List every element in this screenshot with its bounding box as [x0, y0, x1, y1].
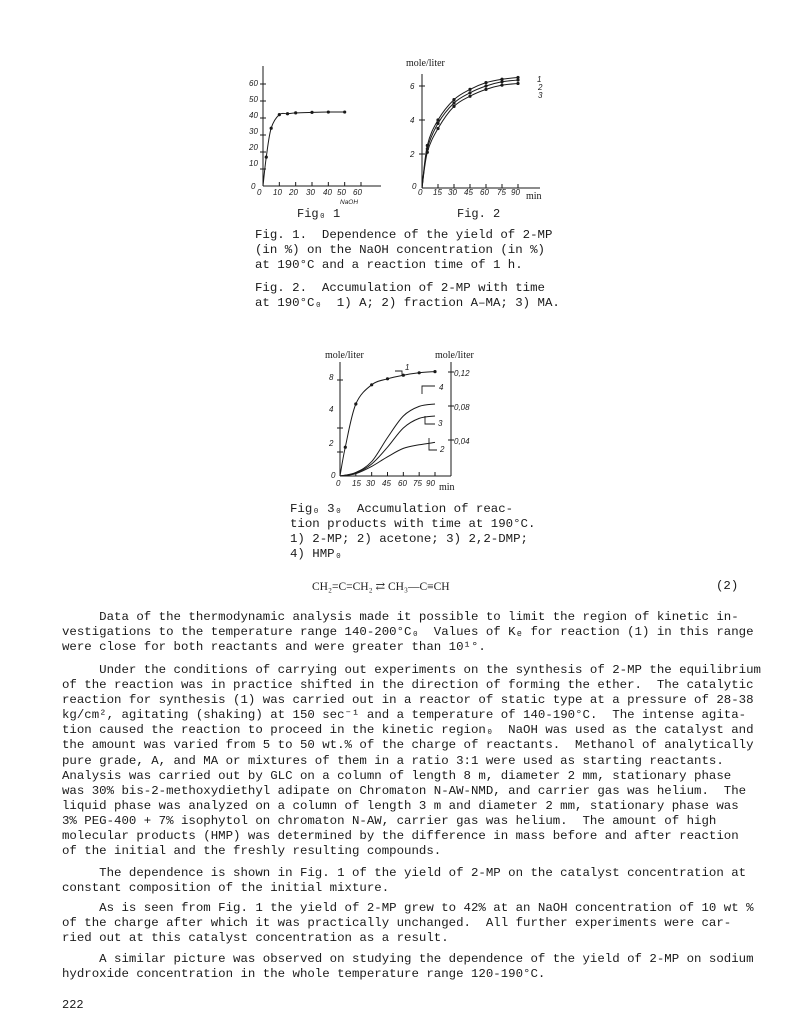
figure-3-x-ticks [336, 479, 455, 493]
x-tick-label: 60 [480, 188, 489, 197]
y-axis-unit-left: mole/liter [325, 350, 364, 361]
figure-3-y-ticks-left [328, 373, 336, 480]
data-point [500, 84, 503, 87]
data-point [452, 98, 455, 101]
x-tick-label: 60 [398, 479, 407, 488]
figure-2-axes [419, 74, 540, 188]
data-point [452, 105, 455, 108]
paragraph-thermodynamic [62, 610, 754, 655]
x-tick-label: 10 [273, 188, 282, 197]
y-tick-label: 2 [329, 439, 334, 448]
series-line-3 [340, 416, 435, 476]
label-leader-4 [422, 386, 435, 394]
series-line-3 [422, 83, 518, 188]
text-line: Data of the thermodynamic analysis made it possible to limit the region of kinetic in- [62, 610, 739, 624]
figure-3-plot [340, 370, 437, 476]
x-tick-label: 45 [382, 479, 391, 488]
y-tick-label-right: 0,04 [454, 437, 470, 446]
y-tick-label: 4 [410, 116, 415, 125]
paragraph-fig1-result [62, 901, 754, 946]
x-tick-label: 0 [257, 188, 262, 197]
y-tick-label: 50 [249, 95, 258, 104]
data-point [436, 127, 439, 130]
text-line: hydroxide concentration in the whole temperature range 120-190°C. [62, 967, 546, 982]
data-point [426, 151, 429, 154]
equation-2: CH₂=C=CH₂ ⇄ CH₃—C≡CH [312, 581, 450, 593]
label-leader-2 [429, 438, 437, 450]
x-tick-label: 90 [426, 479, 435, 488]
y-tick-label-right: 0,12 [454, 369, 470, 378]
data-point [327, 110, 330, 113]
caption-line: 1) 2-MP; 2) acetone; 3) 2,2-DMP; [290, 532, 528, 546]
figure-2-label: Fig. 2 [457, 207, 501, 221]
x-tick-label: 0 [418, 188, 423, 197]
text-line: kg/cm², agitating (shaking) at 150 sec⁻¹ and a temperature of 140-190°C. The intense agita- [62, 708, 747, 723]
y-tick-label: 40 [249, 111, 258, 120]
figure-2-plot [422, 76, 520, 188]
text-line: reaction for synthesis (1) was carried out in a reactor of static type at a pressure of 28-38 [62, 693, 754, 708]
text-line: Analysis was carried out by GLC on a column of length 8 m, diameter 2 mm, stationary phase [62, 768, 732, 783]
figure-3-caption [290, 502, 535, 562]
data-point [294, 111, 297, 114]
figure-2-curve-labels [537, 75, 543, 100]
data-point [516, 78, 519, 81]
x-tick-label: 45 [464, 188, 473, 197]
paragraph-experimental-conditions [62, 663, 761, 859]
text-line: of the charge after which it was practically unchanged. All further experiments were car- [62, 916, 732, 931]
series-line-1 [340, 372, 435, 476]
series-line-4 [340, 404, 435, 476]
data-point [484, 81, 487, 84]
equation-number: (2) [716, 579, 739, 593]
text-line: tion caused the reaction to proceed in the kinetic region₀ NaOH was used as the catalyst and [62, 723, 754, 738]
x-tick-label: 75 [413, 479, 422, 488]
data-point [310, 111, 313, 114]
x-axis-unit: min [526, 191, 542, 202]
y-tick-label: 8 [329, 373, 334, 382]
figure-3-y-ticks-right [454, 369, 470, 446]
data-point [278, 113, 281, 116]
y-tick-label: 6 [410, 82, 415, 91]
figure-1-2-caption [255, 228, 560, 311]
y-zero-label: 0 [331, 471, 336, 480]
text-line: of the initial and the freshly resulting compounds. [62, 844, 442, 859]
curve-label: 2 [538, 83, 543, 92]
data-point [468, 95, 471, 98]
text-line: were close for both reactants and were greater than 10¹°. [62, 640, 486, 655]
data-point [286, 112, 289, 115]
text-line: 3% PEG-400 + 7% isophytol on chromaton N-AW, carrier gas was helium. The amount of high [62, 813, 717, 828]
figure-1-y-ticks [248, 79, 258, 191]
figure-2-y-ticks [409, 82, 417, 191]
text-line: vestigations to the temperature range 140-200°C₀ Values of Kₑ for reaction (1) in this range [62, 625, 754, 640]
paragraph-similar-picture [62, 952, 754, 982]
text-line: the amount was varied from 5 to 50 wt.% of the charge of reactants. Methanol of analytically [62, 738, 754, 753]
text-line: pure grade, A, and MA or mixtures of them in a ratio 3:1 were used as starting reactants. [62, 753, 724, 768]
x-tick-label: 50 [337, 188, 346, 197]
figure-1-chart [245, 60, 405, 210]
y-zero-label: 0 [251, 182, 256, 191]
data-point [468, 88, 471, 91]
data-point [484, 84, 487, 87]
x-tick-label: 40 [323, 188, 332, 197]
text-line: ried out at this catalyst concentration as a result. [62, 931, 449, 946]
y-zero-label: 0 [412, 182, 417, 191]
data-point [452, 101, 455, 104]
data-point [386, 377, 389, 380]
y-axis-unit-right: mole/liter [435, 350, 474, 361]
data-point [433, 370, 436, 373]
data-point [500, 80, 503, 83]
data-point [418, 371, 421, 374]
data-point [344, 446, 347, 449]
curve-label: 1 [405, 363, 410, 372]
text-line: A similar picture was observed on studying the dependence of the yield of 2-MP on sodium [62, 952, 754, 966]
x-tick-label: 15 [352, 479, 361, 488]
data-point [484, 88, 487, 91]
paragraph-fig1-dependence [62, 866, 747, 896]
text-line: molecular products (HMP) was determined by the difference in mass before and after reaction [62, 829, 739, 844]
text-line: of the reaction was in practice shifted in the direction of forming the ether. The catalytic [62, 678, 754, 693]
y-tick-label: 60 [249, 79, 258, 88]
curve-label: 4 [439, 383, 444, 392]
caption-line: (in %) on the NaOH concentration (in %) [255, 243, 545, 257]
data-point [343, 110, 346, 113]
x-tick-label: 20 [289, 188, 298, 197]
figure-1-x-ticks [257, 188, 362, 206]
x-tick-label: 60 [353, 188, 362, 197]
y-tick-label: 30 [249, 127, 258, 136]
figure-1-axes [260, 66, 381, 186]
figure-3-curve-labels [405, 363, 445, 454]
data-point [436, 122, 439, 125]
caption-line: at 190°C and a reaction time of 1 h. [255, 258, 523, 272]
x-tick-label: 30 [306, 188, 315, 197]
figure-1-label: Fig₀ 1 [297, 207, 341, 221]
series-line-1 [263, 112, 345, 186]
figure-1-plot [263, 110, 346, 186]
y-tick-label-right: 0,08 [454, 403, 470, 412]
caption-line: Fig. 2. Accumulation of 2-MP with time [255, 281, 545, 295]
x-tick-label: 15 [433, 188, 442, 197]
x-tick-label: 30 [448, 188, 457, 197]
text-line: liquid phase was analyzed on a column of length 3 m and diameter 2 mm, stationary phase was [62, 798, 739, 813]
x-axis-unit: min [439, 482, 455, 493]
y-tick-label: 20 [249, 143, 258, 152]
data-point [370, 383, 373, 386]
data-point [265, 156, 268, 159]
caption-line: Fig₀ 3₀ Accumulation of reac- [290, 502, 514, 516]
caption-line: at 190°C₀ 1) A; 2) fraction A–MA; 3) MA. [255, 296, 560, 310]
data-point [354, 402, 357, 405]
data-point [468, 91, 471, 94]
data-point [270, 127, 273, 130]
y-tick-label: 4 [329, 405, 334, 414]
data-point [516, 82, 519, 85]
caption-line: 4) HMP₀ [290, 547, 343, 561]
caption-line: tion products with time at 190°C. [290, 517, 536, 531]
curve-label: 3 [438, 419, 443, 428]
x-tick-label: 75 [497, 188, 506, 197]
y-tick-label: 2 [410, 150, 415, 159]
y-tick-label: 10 [249, 159, 258, 168]
x-tick-label: 90 [511, 188, 520, 197]
x-tick-label: 0 [336, 479, 341, 488]
y-axis-unit: mole/liter [406, 58, 445, 69]
figure-2-x-ticks [418, 188, 542, 202]
text-line: was 30% bis-2-methoxydiethyl adipate on Chromaton N-AW-NMD, and carrier gas was helium. The [62, 783, 747, 798]
text-line: constant composition of the initial mixture. [62, 881, 390, 896]
x-axis-label: NaOH [340, 199, 359, 206]
page-number: 222 [62, 998, 84, 1012]
curve-label: 2 [440, 445, 445, 454]
text-line: As is seen from Fig. 1 the yield of 2-MP grew to 42% at an NaOH concentration of 10 wt % [62, 901, 754, 915]
x-tick-label: 30 [366, 479, 375, 488]
text-line: Under the conditions of carrying out experiments on the synthesis of 2-MP the equilibrium [62, 663, 761, 677]
figure-2-chart [400, 52, 560, 212]
curve-label: 1 [537, 75, 542, 84]
text-line: The dependence is shown in Fig. 1 of the yield of 2-MP on the catalyst concentration at [62, 866, 747, 880]
caption-line: Fig. 1. Dependence of the yield of 2-MP [255, 228, 553, 242]
curve-label: 3 [538, 91, 543, 100]
figure-3-chart [325, 340, 495, 495]
figure-3-axes [337, 362, 454, 476]
